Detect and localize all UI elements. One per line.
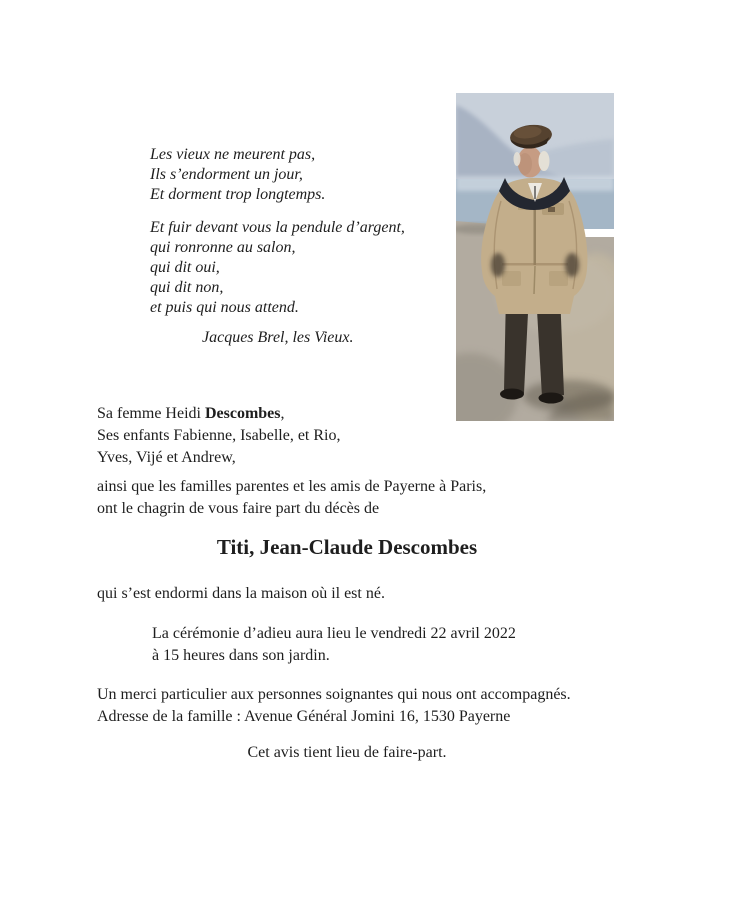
poem-line: qui ronronne au salon,: [150, 239, 296, 256]
family-line-text: Sa femme Heidi: [97, 405, 205, 422]
poem-line: qui dit oui,: [150, 259, 220, 276]
shoe: [500, 389, 524, 400]
poem-stanza-2: [150, 218, 405, 318]
poem-line: qui dit non,: [150, 279, 224, 296]
family-line: Ses enfants Fabienne, Isabelle, et Rio,: [97, 427, 341, 444]
white-hair: [539, 151, 550, 171]
family-line: Yves, Vijé et Andrew,: [97, 449, 236, 466]
shoe: [539, 393, 564, 404]
waist-drawcord: [502, 263, 568, 266]
poem-stanza-1: [150, 145, 405, 205]
neck-cord: [534, 186, 536, 199]
poem-line: Et dorment trop longtemps.: [150, 186, 326, 203]
relatives-line: ont le chagrin de vous faire part du décès de: [97, 500, 380, 517]
relatives-block: [97, 476, 486, 520]
portrait-photo-illustration: [456, 93, 614, 421]
thanks-line: Un merci particulier aux personnes soignantes qui nous ont accompagnés.: [97, 686, 571, 703]
thanks-block: [97, 684, 571, 728]
family-surname: Descombes: [204, 405, 281, 422]
side-pocket: [549, 271, 568, 286]
poem-line: Ils s’endorment un jour,: [150, 166, 303, 183]
ceremony-line: La cérémonie d’adieu aura lieu le vendredi 22 avril 2022: [152, 625, 516, 642]
portrait-photo: [456, 93, 614, 421]
ceremony-block: [152, 623, 516, 667]
passing-line: qui s’est endormi dans la maison où il est né.: [97, 585, 385, 602]
poem: [150, 145, 405, 348]
deceased-name: Titi, Jean-Claude Descombes: [216, 535, 478, 559]
hanging-cord: [534, 266, 535, 294]
hand-in-pocket: [491, 253, 505, 277]
hand-in-pocket: [565, 253, 579, 277]
family-line: [97, 403, 341, 425]
poem-line: et puis qui nous attend.: [150, 299, 299, 316]
relatives-line: ainsi que les familles parentes et les amis de Payerne à Paris,: [97, 478, 487, 495]
family-line-text: ,: [280, 405, 285, 422]
white-hair: [514, 152, 521, 166]
family-block: [97, 403, 341, 469]
poem-line: Et fuir devant vous la pendule d’argent,: [150, 219, 405, 236]
poem-attribution: Jacques Brel, les Vieux.: [202, 329, 354, 346]
closing-line: Cet avis tient lieu de faire-part.: [247, 744, 447, 761]
pocket-button: [548, 207, 555, 212]
poem-line: Les vieux ne meurent pas,: [150, 146, 316, 163]
side-pocket: [502, 271, 521, 286]
address-line: Adresse de la famille : Avenue Général Jomini 16, 1530 Payerne: [97, 708, 511, 725]
ceremony-line: à 15 heures dans son jardin.: [152, 647, 330, 664]
